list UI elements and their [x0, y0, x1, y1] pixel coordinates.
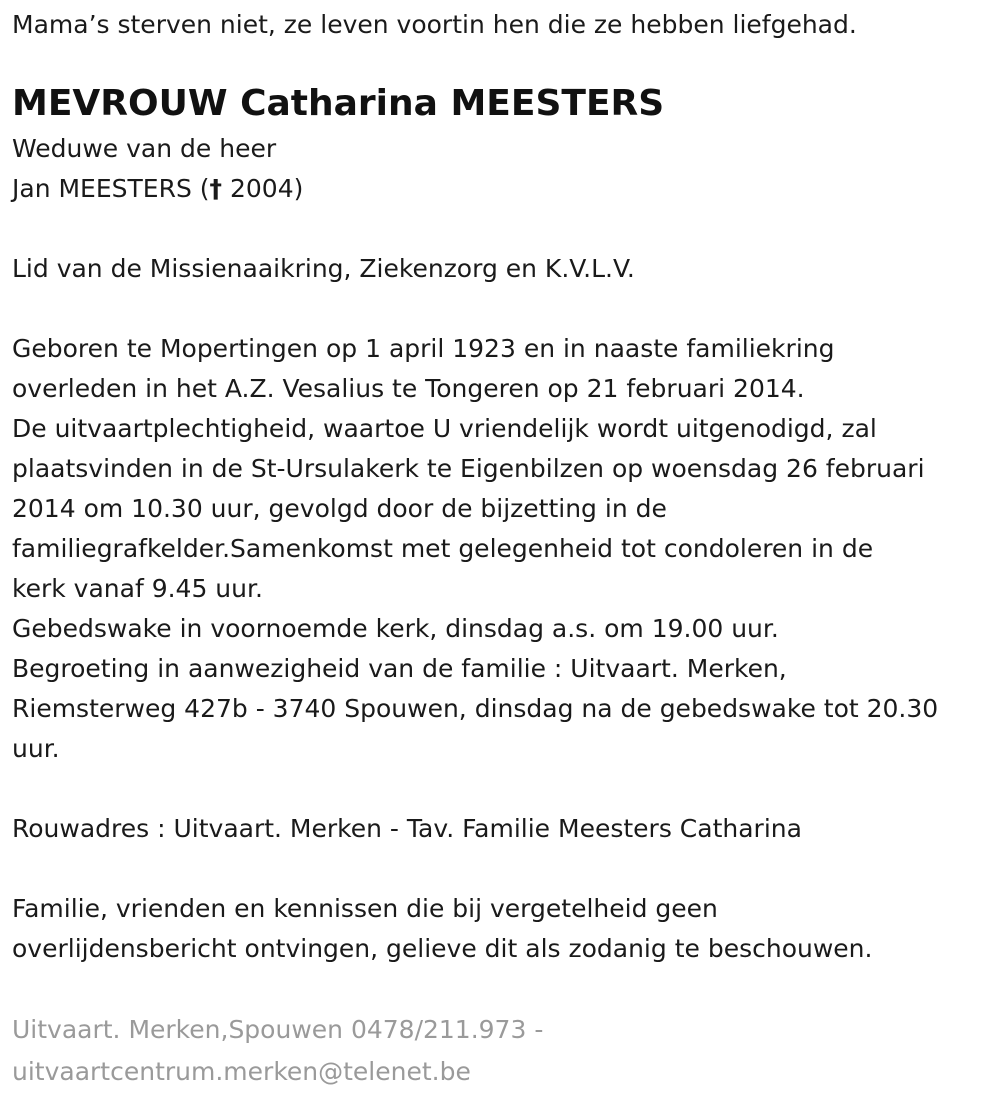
deceased-name: MEVROUW Catharina MEESTERS	[12, 83, 665, 124]
details-line: familiegrafkelder.Samenkomst met gelegenheid tot condoleren in de	[12, 534, 874, 563]
spacer	[12, 209, 988, 249]
spacer	[12, 769, 988, 809]
details-line: Geboren te Mopertingen op 1 april 1923 en in naaste familiekring	[12, 334, 835, 363]
notice-line: overlijdensbericht ontvingen, gelieve dit als zodanig te beschouwen.	[12, 934, 873, 963]
cross-icon: †	[209, 174, 223, 203]
details-line: plaatsvinden in de St-Ursulakerk te Eigenbilzen op woensdag 26 februari	[12, 454, 925, 483]
details-line: 2014 om 10.30 uur, gevolgd door de bijzetting in de	[12, 494, 667, 523]
spouse-line	[12, 169, 988, 209]
membership-line: Lid van de Missienaaikring, Ziekenzorg en K.V.L.V.	[12, 254, 635, 283]
notice-line: Familie, vrienden en kennissen die bij vergetelheid geen	[12, 894, 718, 923]
notice-text	[12, 889, 988, 969]
funeral-home-footer	[12, 1009, 988, 1093]
footer-contact-line: Uitvaart. Merken,Spouwen 0478/211.973 -	[12, 1015, 544, 1044]
mourning-address: Rouwadres : Uitvaart. Merken - Tav. Familie Meesters Catharina	[12, 814, 802, 843]
spouse-year: 2004)	[222, 174, 304, 203]
spacer	[12, 849, 988, 889]
details-line: Gebedswake in voornoemde kerk, dinsdag a.s. om 19.00 uur.	[12, 614, 779, 643]
footer-email-line: uitvaartcentrum.merken@telenet.be	[12, 1057, 471, 1086]
funeral-details	[12, 329, 988, 769]
details-line: Begroeting in aanwezigheid van de familie : Uitvaart. Merken,	[12, 654, 787, 683]
spacer	[12, 289, 988, 329]
spouse-name: Jan MEESTERS (	[12, 174, 210, 203]
memorial-quote: Mama’s sterven niet, ze leven voortin hen die ze hebben liefgehad.	[12, 10, 857, 39]
widow-line: Weduwe van de heer	[12, 134, 277, 163]
details-line: Riemsterweg 427b - 3740 Spouwen, dinsdag na de gebedswake tot 20.30	[12, 694, 939, 723]
details-line: overleden in het A.Z. Vesalius te Tongeren op 21 februari 2014.	[12, 374, 805, 403]
details-line: De uitvaartplechtigheid, waartoe U vriendelijk wordt uitgenodigd, zal	[12, 414, 877, 443]
details-line: uur.	[12, 734, 60, 763]
details-line: kerk vanaf 9.45 uur.	[12, 574, 263, 603]
